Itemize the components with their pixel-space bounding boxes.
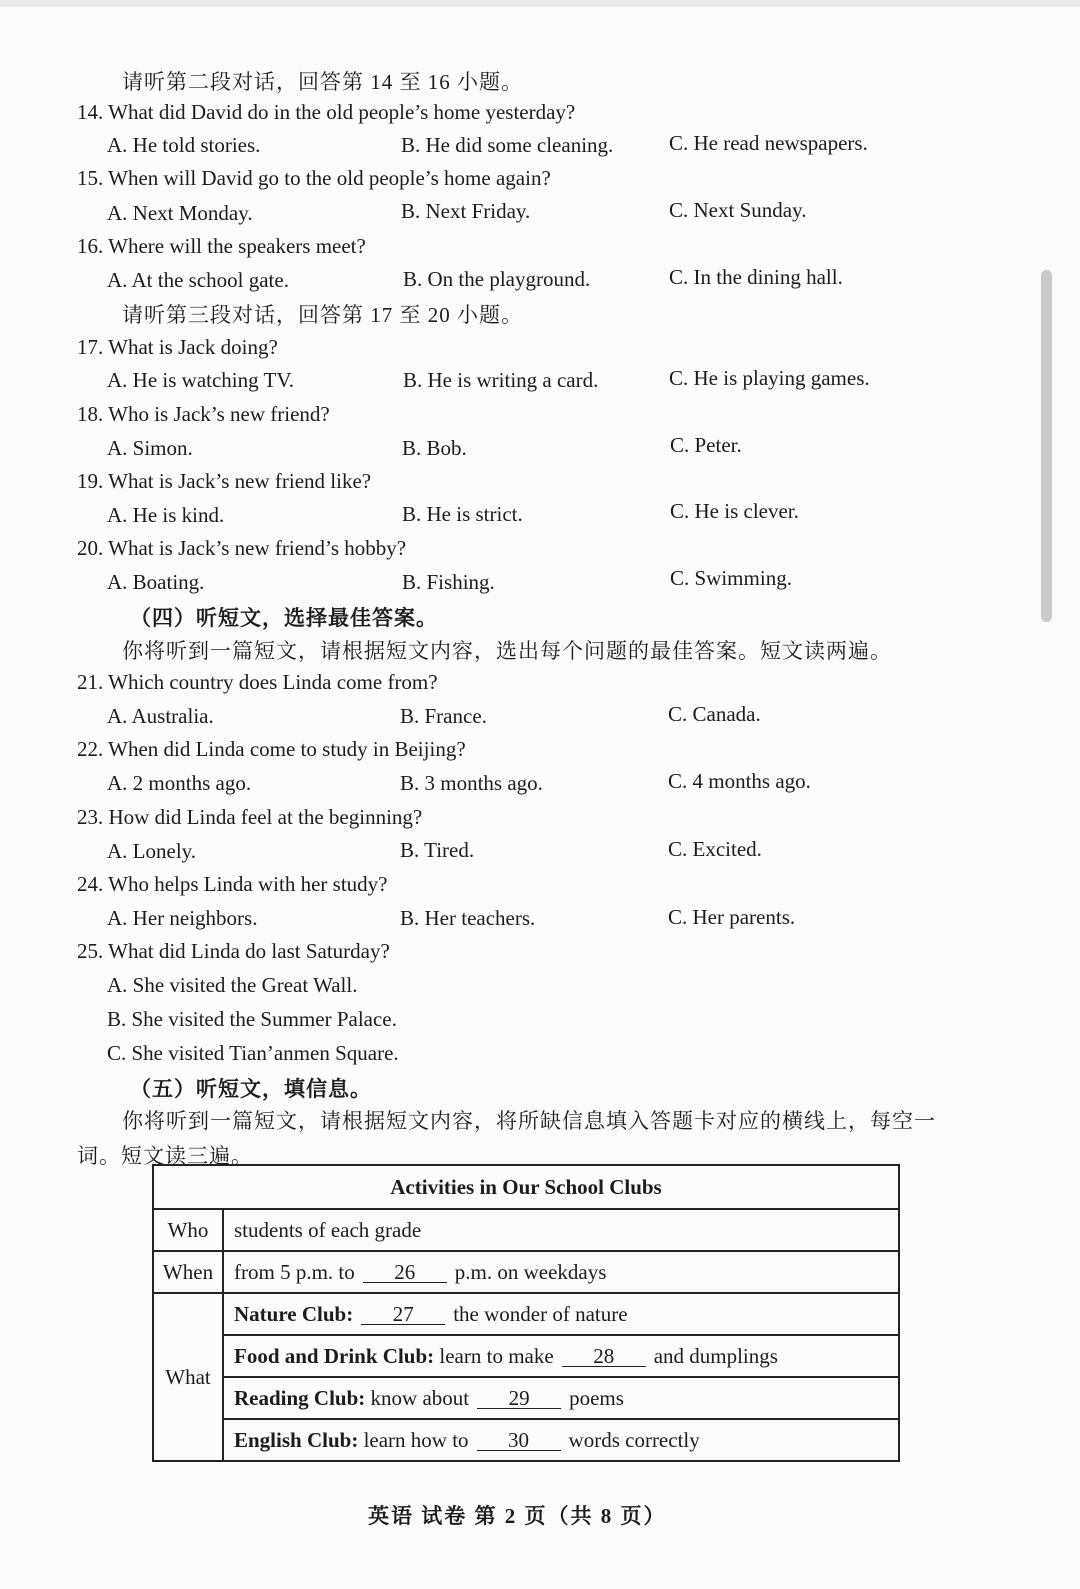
part-5-instruction-line-2: 词。短文读三遍。: [77, 1144, 253, 1168]
option-24-a: A. Her neighbors.: [107, 906, 258, 930]
option-24-c: C. Her parents.: [668, 905, 796, 929]
question-14: 14. What did David do in the old people’s home yesterday?: [77, 100, 576, 124]
clubs-table: [152, 1164, 900, 1462]
who-value: students of each grade: [223, 1209, 899, 1251]
option-23-c: C. Excited.: [668, 837, 762, 861]
option-19-a: A. He is kind.: [107, 503, 225, 527]
option-25-c: C. She visited Tian’anmen Square.: [107, 1041, 399, 1065]
option-24-b: B. Her teachers.: [400, 906, 536, 930]
english-club-name: English Club:: [234, 1427, 359, 1452]
option-21-b: B. France.: [400, 704, 487, 728]
who-label: Who: [153, 1209, 223, 1251]
option-19-c: C. He is clever.: [670, 499, 799, 523]
question-17: 17. What is Jack doing?: [77, 335, 278, 359]
reading-club-row: [223, 1377, 899, 1419]
option-14-b: B. He did some cleaning.: [401, 133, 614, 157]
question-23: 23. How did Linda feel at the beginning?: [77, 805, 423, 829]
page-footer: 英语 试卷 第 2 页（共 8 页）: [368, 1504, 667, 1528]
blank-28: 28: [562, 1346, 646, 1367]
food-club-row: [223, 1335, 899, 1377]
option-25-a: A. She visited the Great Wall.: [107, 973, 358, 997]
option-22-c: C. 4 months ago.: [668, 769, 811, 793]
option-17-c: C. He is playing games.: [669, 366, 870, 390]
nature-club-row: [223, 1293, 899, 1335]
reading-club-post: poems: [569, 1385, 624, 1410]
question-16: 16. Where will the speakers meet?: [77, 234, 366, 258]
top-bar: [0, 0, 1080, 7]
option-20-b: B. Fishing.: [402, 570, 495, 594]
option-15-a: A. Next Monday.: [107, 201, 253, 225]
option-19-b: B. He is strict.: [402, 502, 523, 526]
option-15-c: C. Next Sunday.: [669, 198, 807, 222]
option-21-a: A. Australia.: [107, 704, 214, 728]
table-title: Activities in Our School Clubs: [153, 1165, 899, 1209]
option-21-c: C. Canada.: [668, 702, 761, 726]
part-5-instruction-line-1: 你将听到一篇短文，请根据短文内容，将所缺信息填入答题卡对应的横线上，每空一: [122, 1109, 936, 1133]
part-4-instruction: 你将听到一篇短文，请根据短文内容，选出每个问题的最佳答案。短文读两遍。: [122, 639, 892, 663]
food-club-pre: learn to make: [439, 1343, 554, 1368]
when-row: [223, 1251, 899, 1293]
section-instruction: 请听第二段对话，回答第 14 至 16 小题。: [122, 70, 523, 94]
question-19: 19. What is Jack’s new friend like?: [77, 469, 372, 493]
option-14-a: A. He told stories.: [107, 133, 261, 157]
english-club-pre: learn how to: [363, 1427, 469, 1452]
english-club-post: words correctly: [568, 1427, 700, 1452]
when-pre: from 5 p.m. to: [234, 1259, 355, 1284]
option-16-c: C. In the dining hall.: [669, 265, 843, 289]
when-post: p.m. on weekdays: [454, 1259, 607, 1284]
food-club-post: and dumplings: [653, 1343, 778, 1368]
section-instruction: 请听第三段对话，回答第 17 至 20 小题。: [122, 303, 523, 327]
blank-26: 26: [363, 1262, 447, 1283]
option-25-b: B. She visited the Summer Palace.: [107, 1007, 397, 1031]
question-21: 21. Which country does Linda come from?: [77, 670, 438, 694]
when-label: When: [153, 1251, 223, 1293]
english-club-row: [223, 1419, 899, 1461]
option-17-b: B. He is writing a card.: [403, 368, 599, 392]
blank-30: 30: [477, 1430, 561, 1451]
question-18: 18. Who is Jack’s new friend?: [77, 402, 330, 426]
option-15-b: B. Next Friday.: [401, 199, 531, 223]
option-22-b: B. 3 months ago.: [400, 771, 543, 795]
question-22: 22. When did Linda come to study in Beijing?: [77, 737, 466, 761]
option-20-a: A. Boating.: [107, 570, 205, 594]
option-23-b: B. Tired.: [400, 838, 475, 862]
option-23-a: A. Lonely.: [107, 839, 197, 863]
part-4-title: （四）听短文，选择最佳答案。: [130, 606, 438, 630]
blank-29: 29: [477, 1388, 561, 1409]
reading-club-pre: know about: [370, 1385, 470, 1410]
reading-club-name: Reading Club:: [234, 1385, 366, 1410]
option-18-a: A. Simon.: [107, 436, 193, 460]
option-14-c: C. He read newspapers.: [669, 131, 868, 155]
option-16-b: B. On the playground.: [403, 267, 591, 291]
option-16-a: A. At the school gate.: [107, 268, 289, 292]
blank-27: 27: [361, 1304, 445, 1325]
question-24: 24. Who helps Linda with her study?: [77, 872, 388, 896]
option-18-c: C. Peter.: [670, 433, 742, 457]
question-20: 20. What is Jack’s new friend’s hobby?: [77, 536, 407, 560]
nature-club-post: the wonder of nature: [453, 1301, 628, 1326]
option-22-a: A. 2 months ago.: [107, 771, 252, 795]
scrollbar[interactable]: [1041, 270, 1052, 622]
question-15: 15. When will David go to the old people’s home again?: [77, 166, 551, 190]
option-18-b: B. Bob.: [402, 436, 467, 460]
nature-club-name: Nature Club:: [234, 1301, 354, 1326]
option-20-c: C. Swimming.: [670, 566, 792, 590]
option-17-a: A. He is watching TV.: [107, 368, 295, 392]
what-label: What: [153, 1293, 223, 1461]
part-5-title: （五）听短文，填信息。: [130, 1077, 372, 1101]
food-club-name: Food and Drink Club:: [234, 1343, 435, 1368]
question-25: 25. What did Linda do last Saturday?: [77, 939, 390, 963]
